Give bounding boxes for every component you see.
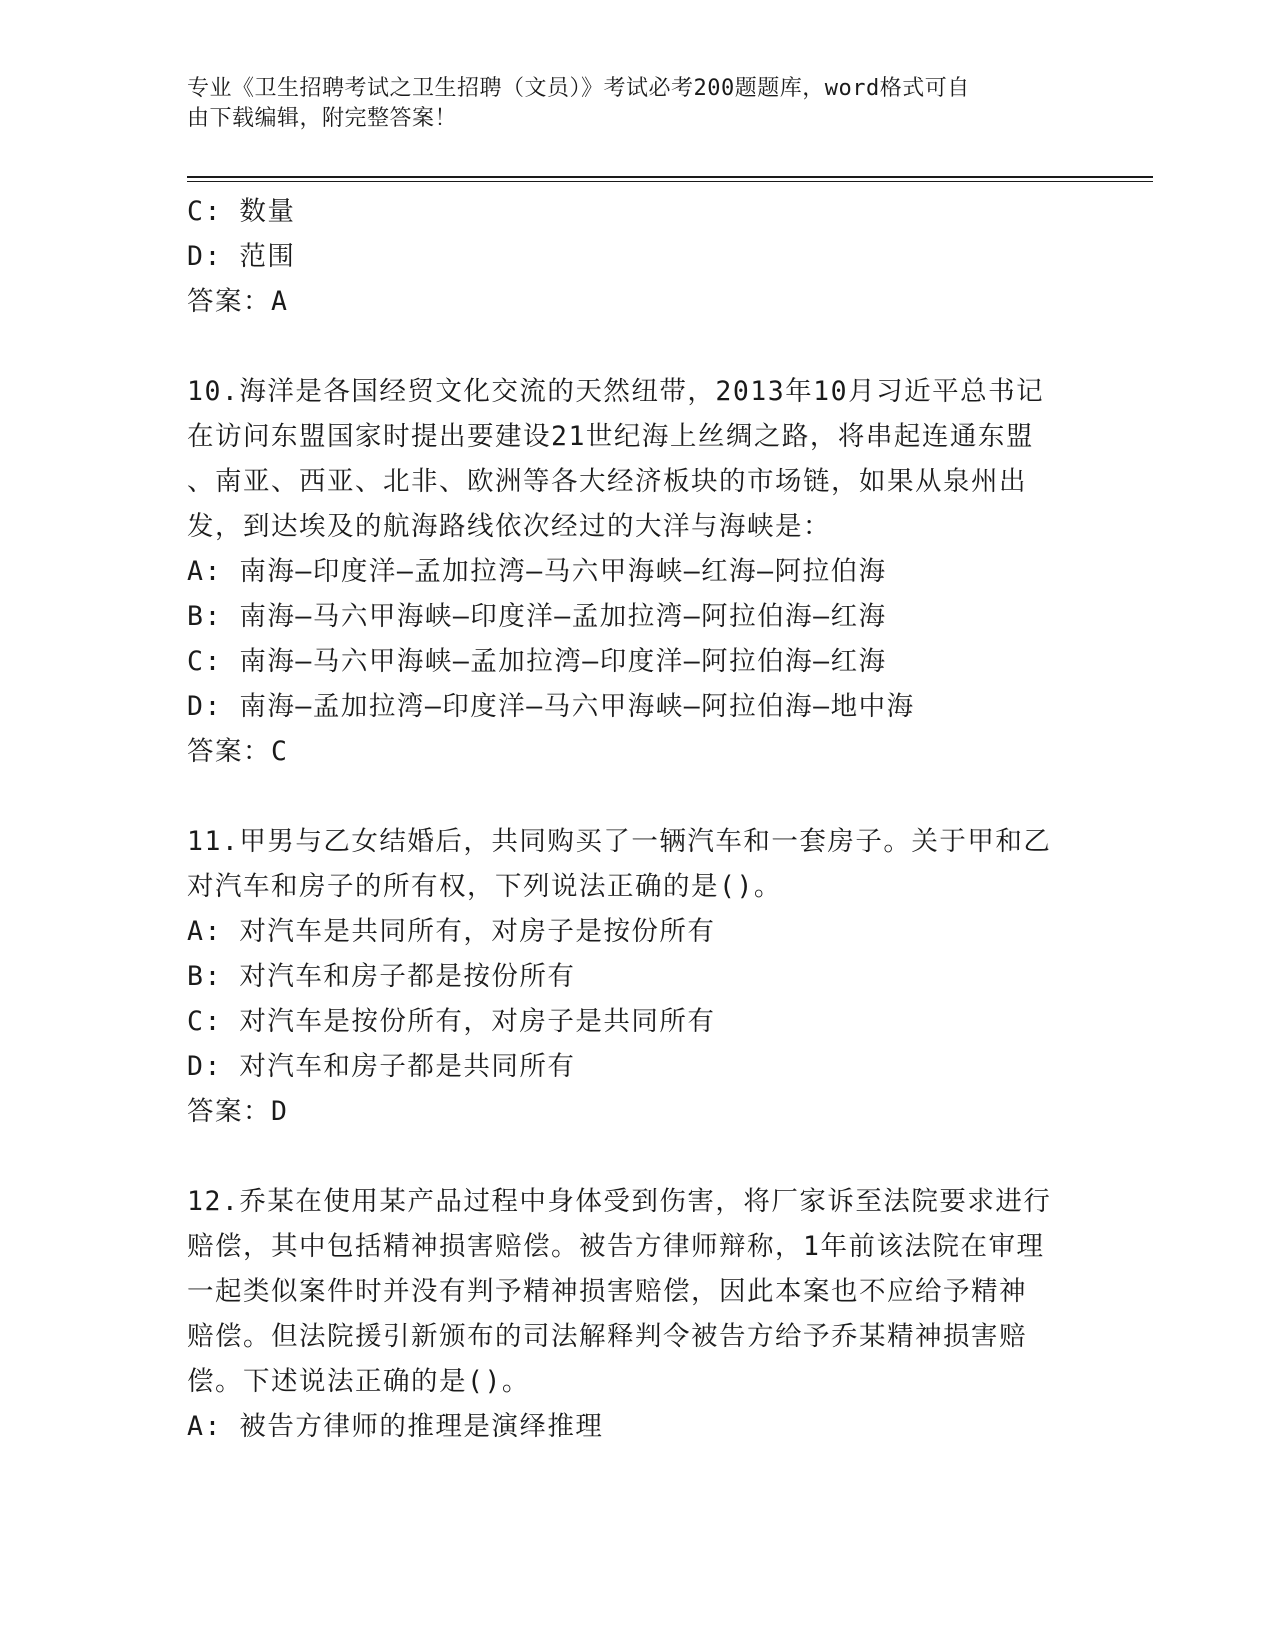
document-body <box>187 189 1087 1449</box>
option-b: B: 对汽车和房子都是按份所有 <box>187 961 576 992</box>
question-text-line: 在访问东盟国家时提出要建设21世纪海上丝绸之路，将串起连通东盟 <box>187 421 1034 452</box>
question-text-line: 一起类似案件时并没有判予精神损害赔偿，因此本案也不应给予精神 <box>187 1276 1027 1307</box>
question-text-line: 赔偿，其中包括精神损害赔偿。被告方律师辩称，1年前该法院在审理 <box>187 1231 1045 1262</box>
question-10 <box>187 369 1087 774</box>
question-text-line: 12.乔某在使用某产品过程中身体受到伤害，将厂家诉至法院要求进行 <box>187 1186 1052 1217</box>
question-text-line: 10.海洋是各国经贸文化交流的天然纽带，2013年10月习近平总书记 <box>187 376 1045 407</box>
question-text-line: 偿。下述说法正确的是()。 <box>187 1366 530 1397</box>
option-b: B: 南海—马六甲海峡—印度洋—孟加拉湾—阿拉伯海—红海 <box>187 601 887 632</box>
answer-line: 答案：C <box>187 736 289 767</box>
option-d: D: 范围 <box>187 241 296 272</box>
question-11 <box>187 819 1087 1134</box>
header-line-1: 专业《卫生招聘考试之卫生招聘（文员）》考试必考200题题库，word格式可自 <box>187 76 970 101</box>
option-a: A: 被告方律师的推理是演绎推理 <box>187 1411 604 1442</box>
question-text-line: 对汽车和房子的所有权，下列说法正确的是()。 <box>187 871 782 902</box>
header-rule-thick <box>187 176 1153 178</box>
question-text-line: 、南亚、西亚、北非、欧洲等各大经济板块的市场链，如果从泉州出 <box>187 466 1027 497</box>
question-text-line: 发，到达埃及的航海路线依次经过的大洋与海峡是： <box>187 511 831 542</box>
option-a: A: 对汽车是共同所有，对房子是按份所有 <box>187 916 716 947</box>
answer-line: 答案：A <box>187 286 289 317</box>
option-d: D: 对汽车和房子都是共同所有 <box>187 1051 576 1082</box>
question-9-tail <box>187 189 1087 324</box>
question-12 <box>187 1179 1087 1449</box>
header-line-2: 由下载编辑，附完整答案！ <box>187 106 458 131</box>
question-text-line: 11.甲男与乙女结婚后，共同购买了一辆汽车和一套房子。关于甲和乙 <box>187 826 1052 857</box>
spacer <box>187 1134 1087 1179</box>
question-text-line: 赔偿。但法院援引新颁布的司法解释判令被告方给予乔某精神损害赔 <box>187 1321 1027 1352</box>
answer-line: 答案：D <box>187 1096 289 1127</box>
option-c: C: 对汽车是按份所有，对房子是共同所有 <box>187 1006 716 1037</box>
spacer <box>187 324 1087 369</box>
option-a: A: 南海—印度洋—孟加拉湾—马六甲海峡—红海—阿拉伯海 <box>187 556 887 587</box>
option-c: C: 南海—马六甲海峡—孟加拉湾—印度洋—阿拉伯海—红海 <box>187 646 887 677</box>
option-d: D: 南海—孟加拉湾—印度洋—马六甲海峡—阿拉伯海—地中海 <box>187 691 915 722</box>
document-header <box>187 74 1067 134</box>
spacer <box>187 774 1087 819</box>
option-c: C: 数量 <box>187 196 296 227</box>
header-rule-thin <box>187 181 1153 182</box>
